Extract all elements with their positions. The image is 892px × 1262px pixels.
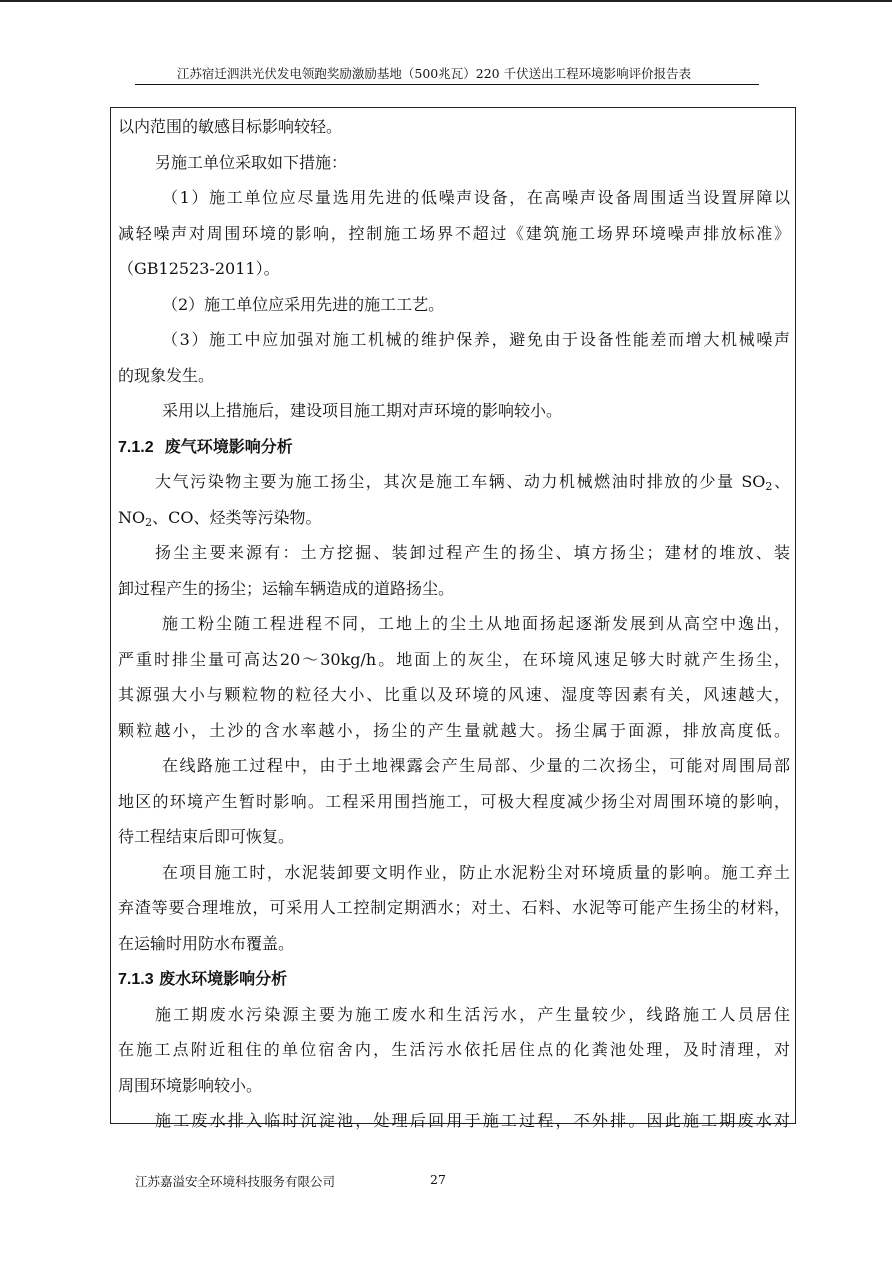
paragraph-line: 的现象发生。 (118, 365, 215, 385)
header-divider (135, 84, 759, 85)
footer-page-number: 27 (430, 1172, 446, 1187)
paragraph-line: 周围环境影响较小。 (118, 1075, 263, 1095)
paragraph-line: 地区的环境产生暂时影响。工程采用围挡施工，可极大程度减少扬尘对周围环境的影响， (118, 791, 790, 811)
paragraph-line: 施工粉尘随工程进程不同，工地上的尘土从地面扬起逐渐发展到从高空中逸出， (162, 614, 790, 633)
paragraph-line: 其源强大小与颗粒物的粒径大小、比重以及环境的风速、湿度等因素有关，风速越大， (118, 685, 790, 704)
paragraph-line: 弃渣等要合理堆放，可采用人工控制定期洒水；对土、石料、水泥等可能产生扬尘的材料， (118, 898, 790, 917)
paragraph-line: 卸过程产生的扬尘；运输车辆造成的道路扬尘。 (118, 578, 455, 598)
section-number: 7.1.3 (118, 971, 154, 988)
document-body (118, 109, 790, 1139)
paragraph-line: （3）施工中应加强对施工机械的维护保养，避免由于设备性能差而增大机械噪声 (162, 330, 790, 349)
paragraph-line: 扬尘主要来源有：土方挖掘、装卸过程产生的扬尘、填方扬尘；建材的堆放、装 (155, 543, 790, 562)
paragraph-line: $NO_2$、CO、烃类等污染物。 (118, 507, 322, 529)
paragraph-line: 大气污染物主要为施工扬尘，其次是施工车辆、动力机械燃油时排放的少量 $SO_2$、 (155, 472, 790, 493)
footer-company-name: 江苏嘉溢安全环境科技服务有限公司 (135, 1174, 336, 1189)
paragraph-line: 减轻噪声对周围环境的影响，控制施工场界不超过《建筑施工场界环境噪声排放标准》 (118, 223, 790, 243)
paragraph-line: 在项目施工时，水泥装卸要文明作业，防止水泥粉尘对环境质量的影响。施工弃土 (162, 862, 790, 882)
section-title: 废水环境影响分析 (159, 969, 288, 988)
paragraph-line: 在线路施工过程中，由于土地裸露会产生局部、少量的二次扬尘，可能对周围局部 (162, 756, 790, 775)
paragraph-line: 施工期废水污染源主要为施工废水和生活污水，产生量较少，线路施工人员居住 (155, 1004, 790, 1024)
paragraph-line: 待工程结束后即可恢复。 (118, 827, 295, 846)
section-title: 废气环境影响分析 (164, 436, 293, 456)
paragraph-line: 严重时排尘量可高达20～30kg/h。地面上的灰尘，在环境风速足够大时就产生扬尘， (118, 649, 790, 669)
paragraph-line: 在运输时用防水布覆盖。 (118, 933, 295, 953)
section-heading-7-1-2 (118, 429, 790, 465)
paragraph-line: （1）施工单位应尽量选用先进的低噪声设备，在高噪声设备周围适当设置屏障以 (162, 188, 790, 207)
paragraph-line: 以内范围的敏感目标影响较轻。 (118, 117, 343, 136)
page-header-title: 江苏宿迁泗洪光伏发电领跑奖励激励基地（500兆瓦）220 千伏送出工程环境影响评价报告表 (176, 66, 692, 81)
section-number: 7.1.2 (118, 438, 154, 456)
paragraph-line: （GB12523-2011）。 (118, 259, 280, 278)
paragraph-line: 颗粒越小，土沙的含水率越小，扬尘的产生量就越大。扬尘属于面源，排放高度低。 (118, 720, 790, 740)
paragraph-line: 采用以上措施后，建设项目施工期对声环境的影响较小。 (162, 401, 563, 420)
paragraph-line: （2）施工单位应采用先进的施工工艺。 (162, 294, 445, 314)
paragraph-line: 另施工单位采取如下措施： (155, 152, 348, 172)
paragraph-line: 施工废水排入临时沉淀池，处理后回用于施工过程，不外排。因此施工期废水对 (155, 1111, 790, 1130)
paragraph-line: 在施工点附近租住的单位宿舍内，生活污水依托居住点的化粪池处理，及时清理，对 (118, 1040, 790, 1059)
section-heading-7-1-3 (118, 961, 790, 997)
top-border (0, 0, 892, 2)
